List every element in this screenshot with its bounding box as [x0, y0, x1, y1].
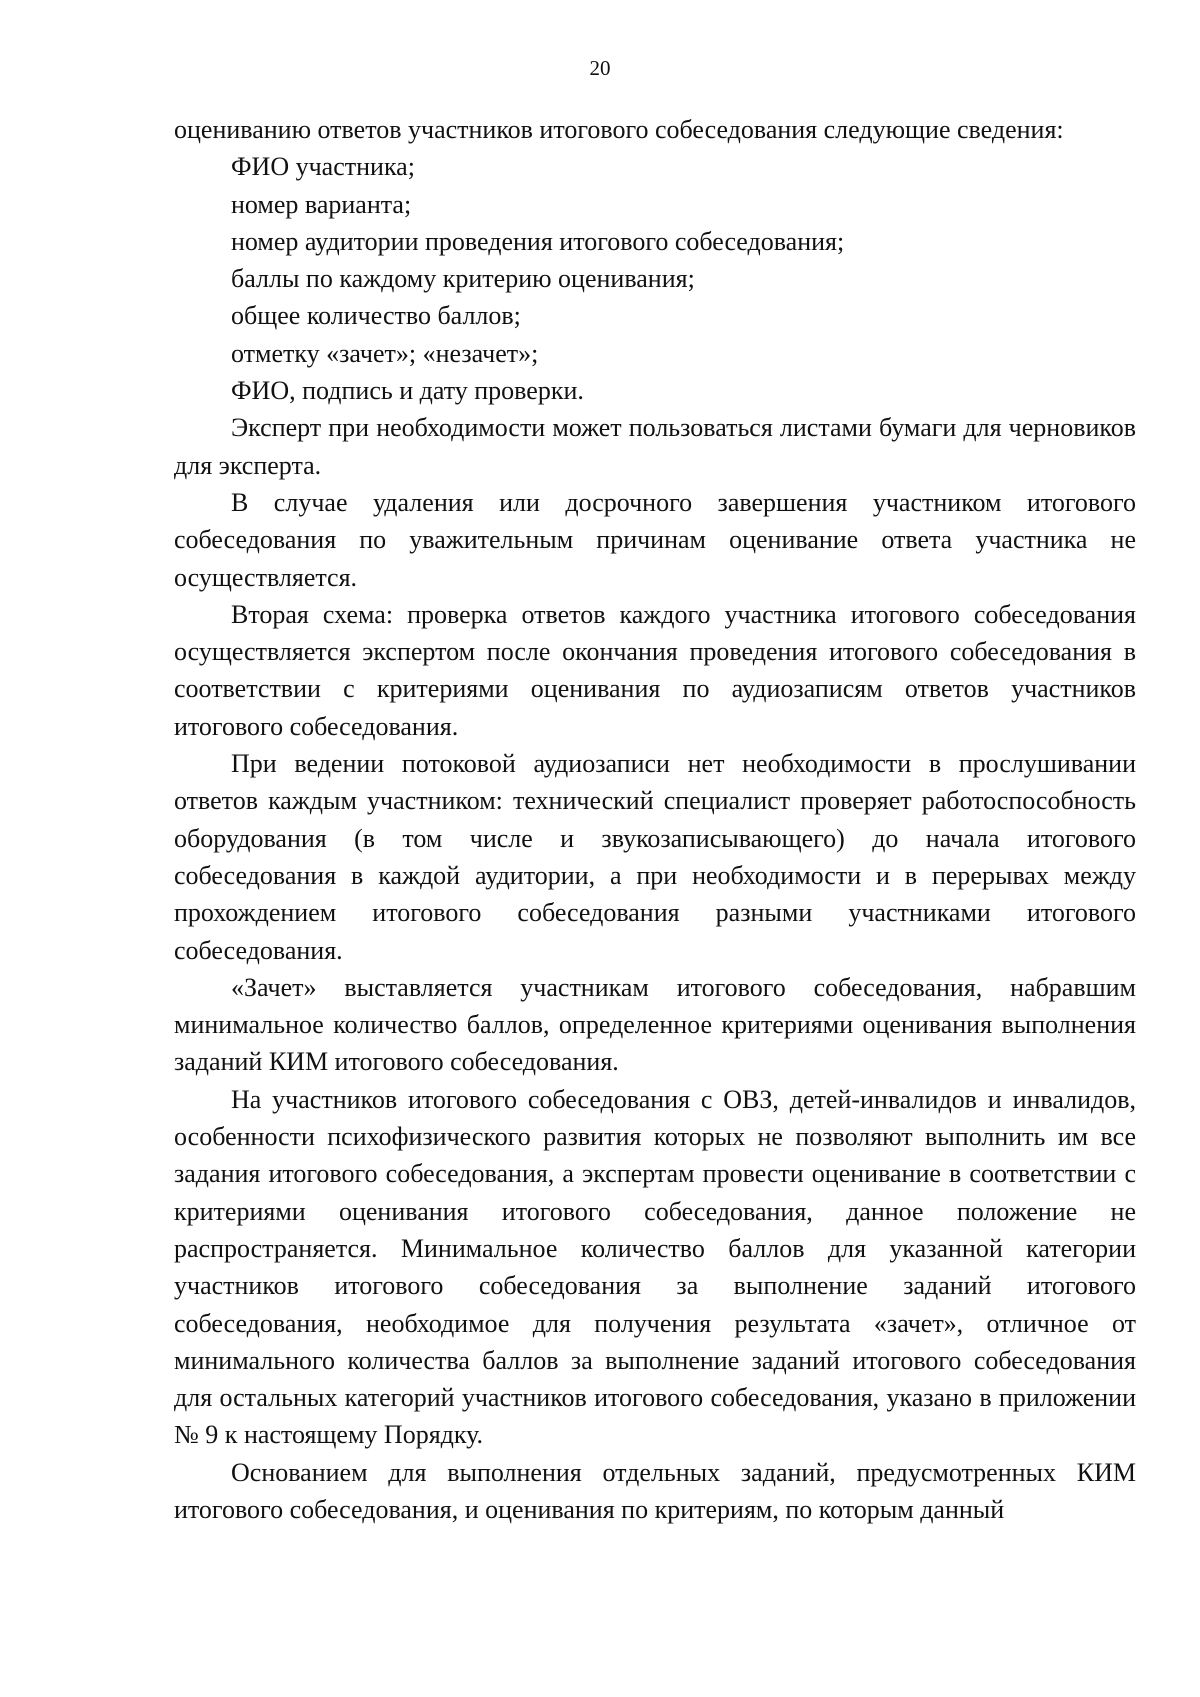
list-item: отметку «зачет»; «незачет»;	[231, 338, 539, 368]
paragraph-removal: В случае удаления или досрочного завершения участником итогового собеседования по уважительным причинам оценивание ответа участника не осуществляется.	[174, 487, 1136, 592]
list-item: общее количество баллов;	[231, 301, 521, 331]
paragraph-ovz-participants: На участников итогового собеседования с ОВЗ, детей-инвалидов и инвалидов, особенности психофизического развития которых не позволяют выполнить им все задания итогового собеседования, а экспертам провести оценивание в соответствии с критериями оценивания итогового собеседования, данное положение не распространяется. Минимальное количество баллов для указанной категории участников итогового собеседования за выполнение заданий итогового собеседования, необходимое для получения результата «зачет», отличное от минимального количества баллов за выполнение заданий итогового собеседования для остальных категорий участников итогового собеседования, указано в приложении № 9 к настоящему Порядку.	[174, 1084, 1136, 1450]
paragraph-basis: Основанием для выполнения отдельных заданий, предусмотренных КИМ итогового собеседования, и оценивания по критериям, по которым данный	[174, 1457, 1136, 1524]
page-number: 20	[589, 56, 611, 80]
document-body	[174, 111, 1136, 1528]
list-item: баллы по каждому критерию оценивания;	[231, 264, 695, 294]
list-item: ФИО, подпись и дату проверки.	[231, 376, 584, 406]
paragraph-streaming-recording: При ведении потоковой аудиозаписи нет необходимости в прослушивании ответов каждым участником: технический специалист проверяет работоспособность оборудования (в том числе и звукозаписывающего) до начала итогового собеседования в каждой аудитории, а при необходимости и в перерывах между прохождением итогового собеседования разными участниками итогового собеседования.	[174, 749, 1136, 965]
intro-paragraph: оцениванию ответов участников итогового собеседования следующие сведения:	[174, 115, 1064, 144]
paragraph-second-scheme: Вторая схема: проверка ответов каждого участника итогового собеседования осуществляется экспертом после окончания проведения итогового собеседования в соответствии с критериями оценивания по аудиозаписям ответов участников итогового собеседования.	[174, 599, 1136, 741]
list-item: номер аудитории проведения итогового собеседования;	[231, 226, 845, 256]
info-list	[174, 148, 1136, 409]
paragraph-pass-criteria: «Зачет» выставляется участникам итогового собеседования, набравшим минимальное количество баллов, определенное критериями оценивания выполнения заданий КИМ итогового собеседования.	[174, 972, 1136, 1077]
list-item: ФИО участника;	[231, 152, 415, 182]
list-item: номер варианта;	[231, 189, 412, 219]
paragraph-draft-sheets: Эксперт при необходимости может пользоваться листами бумаги для черновиков для эксперта.	[174, 413, 1136, 480]
